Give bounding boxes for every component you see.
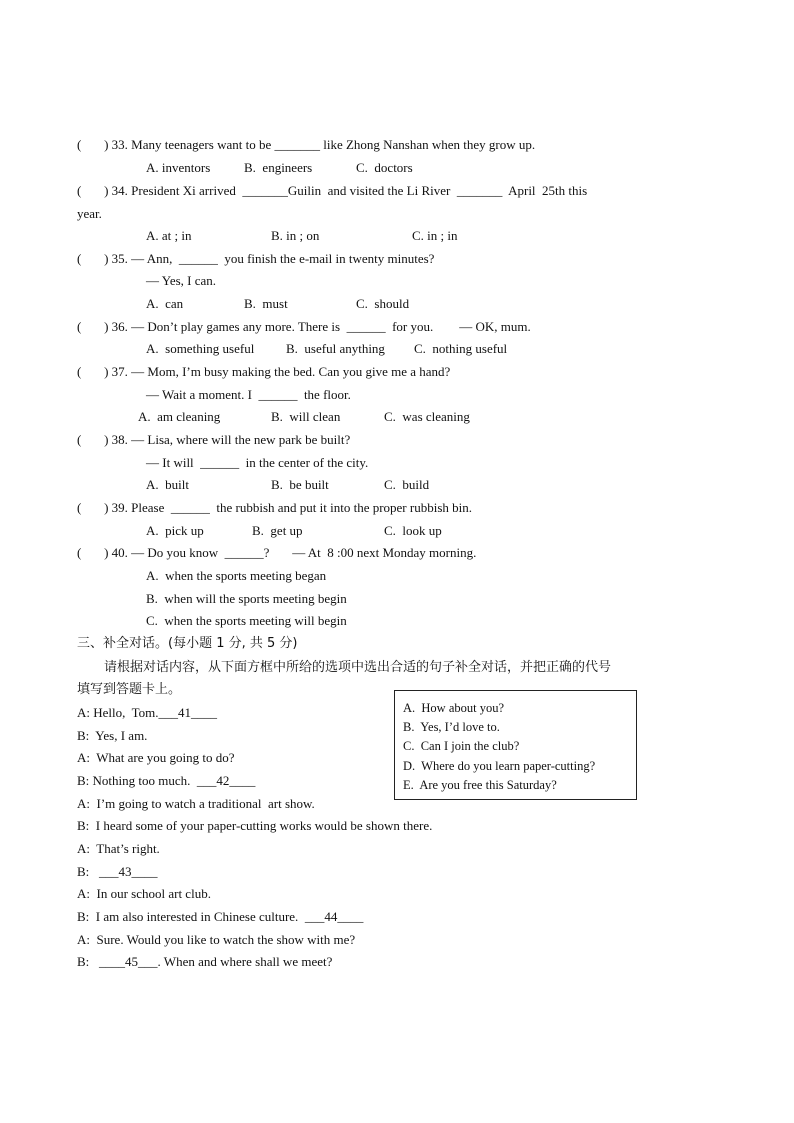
question-37-reply: — Wait a moment. I ______ the floor. bbox=[146, 387, 351, 402]
q35-option-a: A. can bbox=[146, 296, 184, 311]
q35-option-c: C. should bbox=[356, 296, 410, 311]
q38-option-b: B. be built bbox=[271, 477, 329, 492]
q37-option-b: B. will clean bbox=[271, 409, 341, 424]
q38-option-a: A. built bbox=[146, 477, 189, 492]
dialogue-line-9: A: In our school art club. bbox=[77, 886, 211, 901]
question-38-reply: — It will ______ in the center of the city. bbox=[146, 455, 369, 470]
q34-option-c: C. in ; in bbox=[412, 228, 458, 243]
q40-option-a: A. when the sports meeting began bbox=[146, 568, 327, 583]
section-3-heading: 三、补全对话。(每小题 1 分, 共 5 分) bbox=[77, 636, 298, 651]
dialogue-line-6: B: I heard some of your paper-cutting works would be shown there. bbox=[77, 818, 433, 833]
q40-option-b: B. when will the sports meeting begin bbox=[146, 591, 347, 606]
blank-44: ___44____ bbox=[304, 909, 364, 924]
q35-option-b: B. must bbox=[244, 296, 288, 311]
dialogue-line-8 bbox=[77, 864, 158, 880]
dialogue-line-7: A: That’s right. bbox=[77, 841, 160, 856]
dialogue-text: A: Hello, Tom. bbox=[77, 705, 159, 720]
blank-45: ____45___ bbox=[99, 954, 158, 969]
question-38: ( ) 38. — Lisa, where will the new park be built? bbox=[77, 432, 351, 447]
box-option-e: E. Are you free this Saturday? bbox=[403, 778, 557, 792]
blank-42: ___42____ bbox=[196, 773, 256, 788]
q33-option-b: B. engineers bbox=[244, 160, 313, 175]
q36-option-c: C. nothing useful bbox=[414, 341, 508, 356]
q33-option-a: A. inventors bbox=[146, 160, 211, 175]
dialogue-text: . When and where shall we meet? bbox=[157, 954, 333, 969]
box-option-a: A. How about you? bbox=[403, 701, 505, 715]
question-37: ( ) 37. — Mom, I’m busy making the bed. Can you give me a hand? bbox=[77, 364, 451, 379]
dialogue-text: B: bbox=[77, 954, 100, 969]
dialogue-line-1 bbox=[77, 705, 217, 721]
question-40: ( ) 40. — Do you know ______? — At 8 :00 next Monday morning. bbox=[77, 545, 477, 560]
q34-option-a: A. at ; in bbox=[146, 228, 192, 243]
q39-option-c: C. look up bbox=[384, 523, 442, 538]
question-35: ( ) 35. — Ann, ______ you finish the e-mail in twenty minutes? bbox=[77, 251, 435, 266]
dialogue-line-5: A: I’m going to watch a traditional art show. bbox=[77, 796, 315, 811]
question-36: ( ) 36. — Don’t play games any more. There is ______ for you. — OK, mum. bbox=[77, 319, 531, 334]
options-box bbox=[394, 690, 637, 800]
question-33: ( ) 33. Many teenagers want to be _______ like Zhong Nanshan when they grow up. bbox=[77, 137, 536, 152]
dialogue-line-4 bbox=[77, 773, 255, 789]
dialogue-line-12 bbox=[77, 954, 332, 970]
question-35-reply: — Yes, I can. bbox=[146, 273, 217, 288]
dialogue-text: B: bbox=[77, 864, 100, 879]
section-3-instruction: 请根据对话内容，从下面方框中所给的选项中选出合适的句子补全对话，并把正确的代号 bbox=[104, 660, 612, 675]
box-option-d: D. Where do you learn paper-cutting? bbox=[403, 759, 596, 773]
blank-41: ___41____ bbox=[158, 705, 218, 720]
q39-option-a: A. pick up bbox=[146, 523, 204, 538]
q36-option-a: A. something useful bbox=[146, 341, 255, 356]
q38-option-c: C. build bbox=[384, 477, 430, 492]
blank-43: ___43____ bbox=[99, 864, 158, 879]
q37-option-c: C. was cleaning bbox=[384, 409, 470, 424]
dialogue-line-11: A: Sure. Would you like to watch the show with me? bbox=[77, 932, 356, 947]
dialogue-text: B: Nothing too much. bbox=[77, 773, 197, 788]
question-34-cont: year. bbox=[77, 206, 102, 221]
question-34: ( ) 34. President Xi arrived _______Guilin and visited the Li River _______ April 25th this bbox=[77, 183, 588, 198]
q40-option-c: C. when the sports meeting will begin bbox=[146, 613, 347, 628]
dialogue-line-2: B: Yes, I am. bbox=[77, 728, 148, 743]
q34-option-b: B. in ; on bbox=[271, 228, 320, 243]
q37-option-a: A. am cleaning bbox=[138, 409, 221, 424]
dialogue-line-3: A: What are you going to do? bbox=[77, 750, 235, 765]
section-3-instruction-cont: 填写到答题卡上。 bbox=[77, 682, 182, 697]
q39-option-b: B. get up bbox=[252, 523, 303, 538]
question-39: ( ) 39. Please ______ the rubbish and put it into the proper rubbish bin. bbox=[77, 500, 473, 515]
q33-option-c: C. doctors bbox=[356, 160, 413, 175]
dialogue-text: B: I am also interested in Chinese culture. bbox=[77, 909, 305, 924]
box-option-b: B. Yes, I’d love to. bbox=[403, 720, 500, 734]
box-option-c: C. Can I join the club? bbox=[403, 739, 520, 753]
dialogue-line-10 bbox=[77, 909, 363, 925]
q36-option-b: B. useful anything bbox=[286, 341, 385, 356]
